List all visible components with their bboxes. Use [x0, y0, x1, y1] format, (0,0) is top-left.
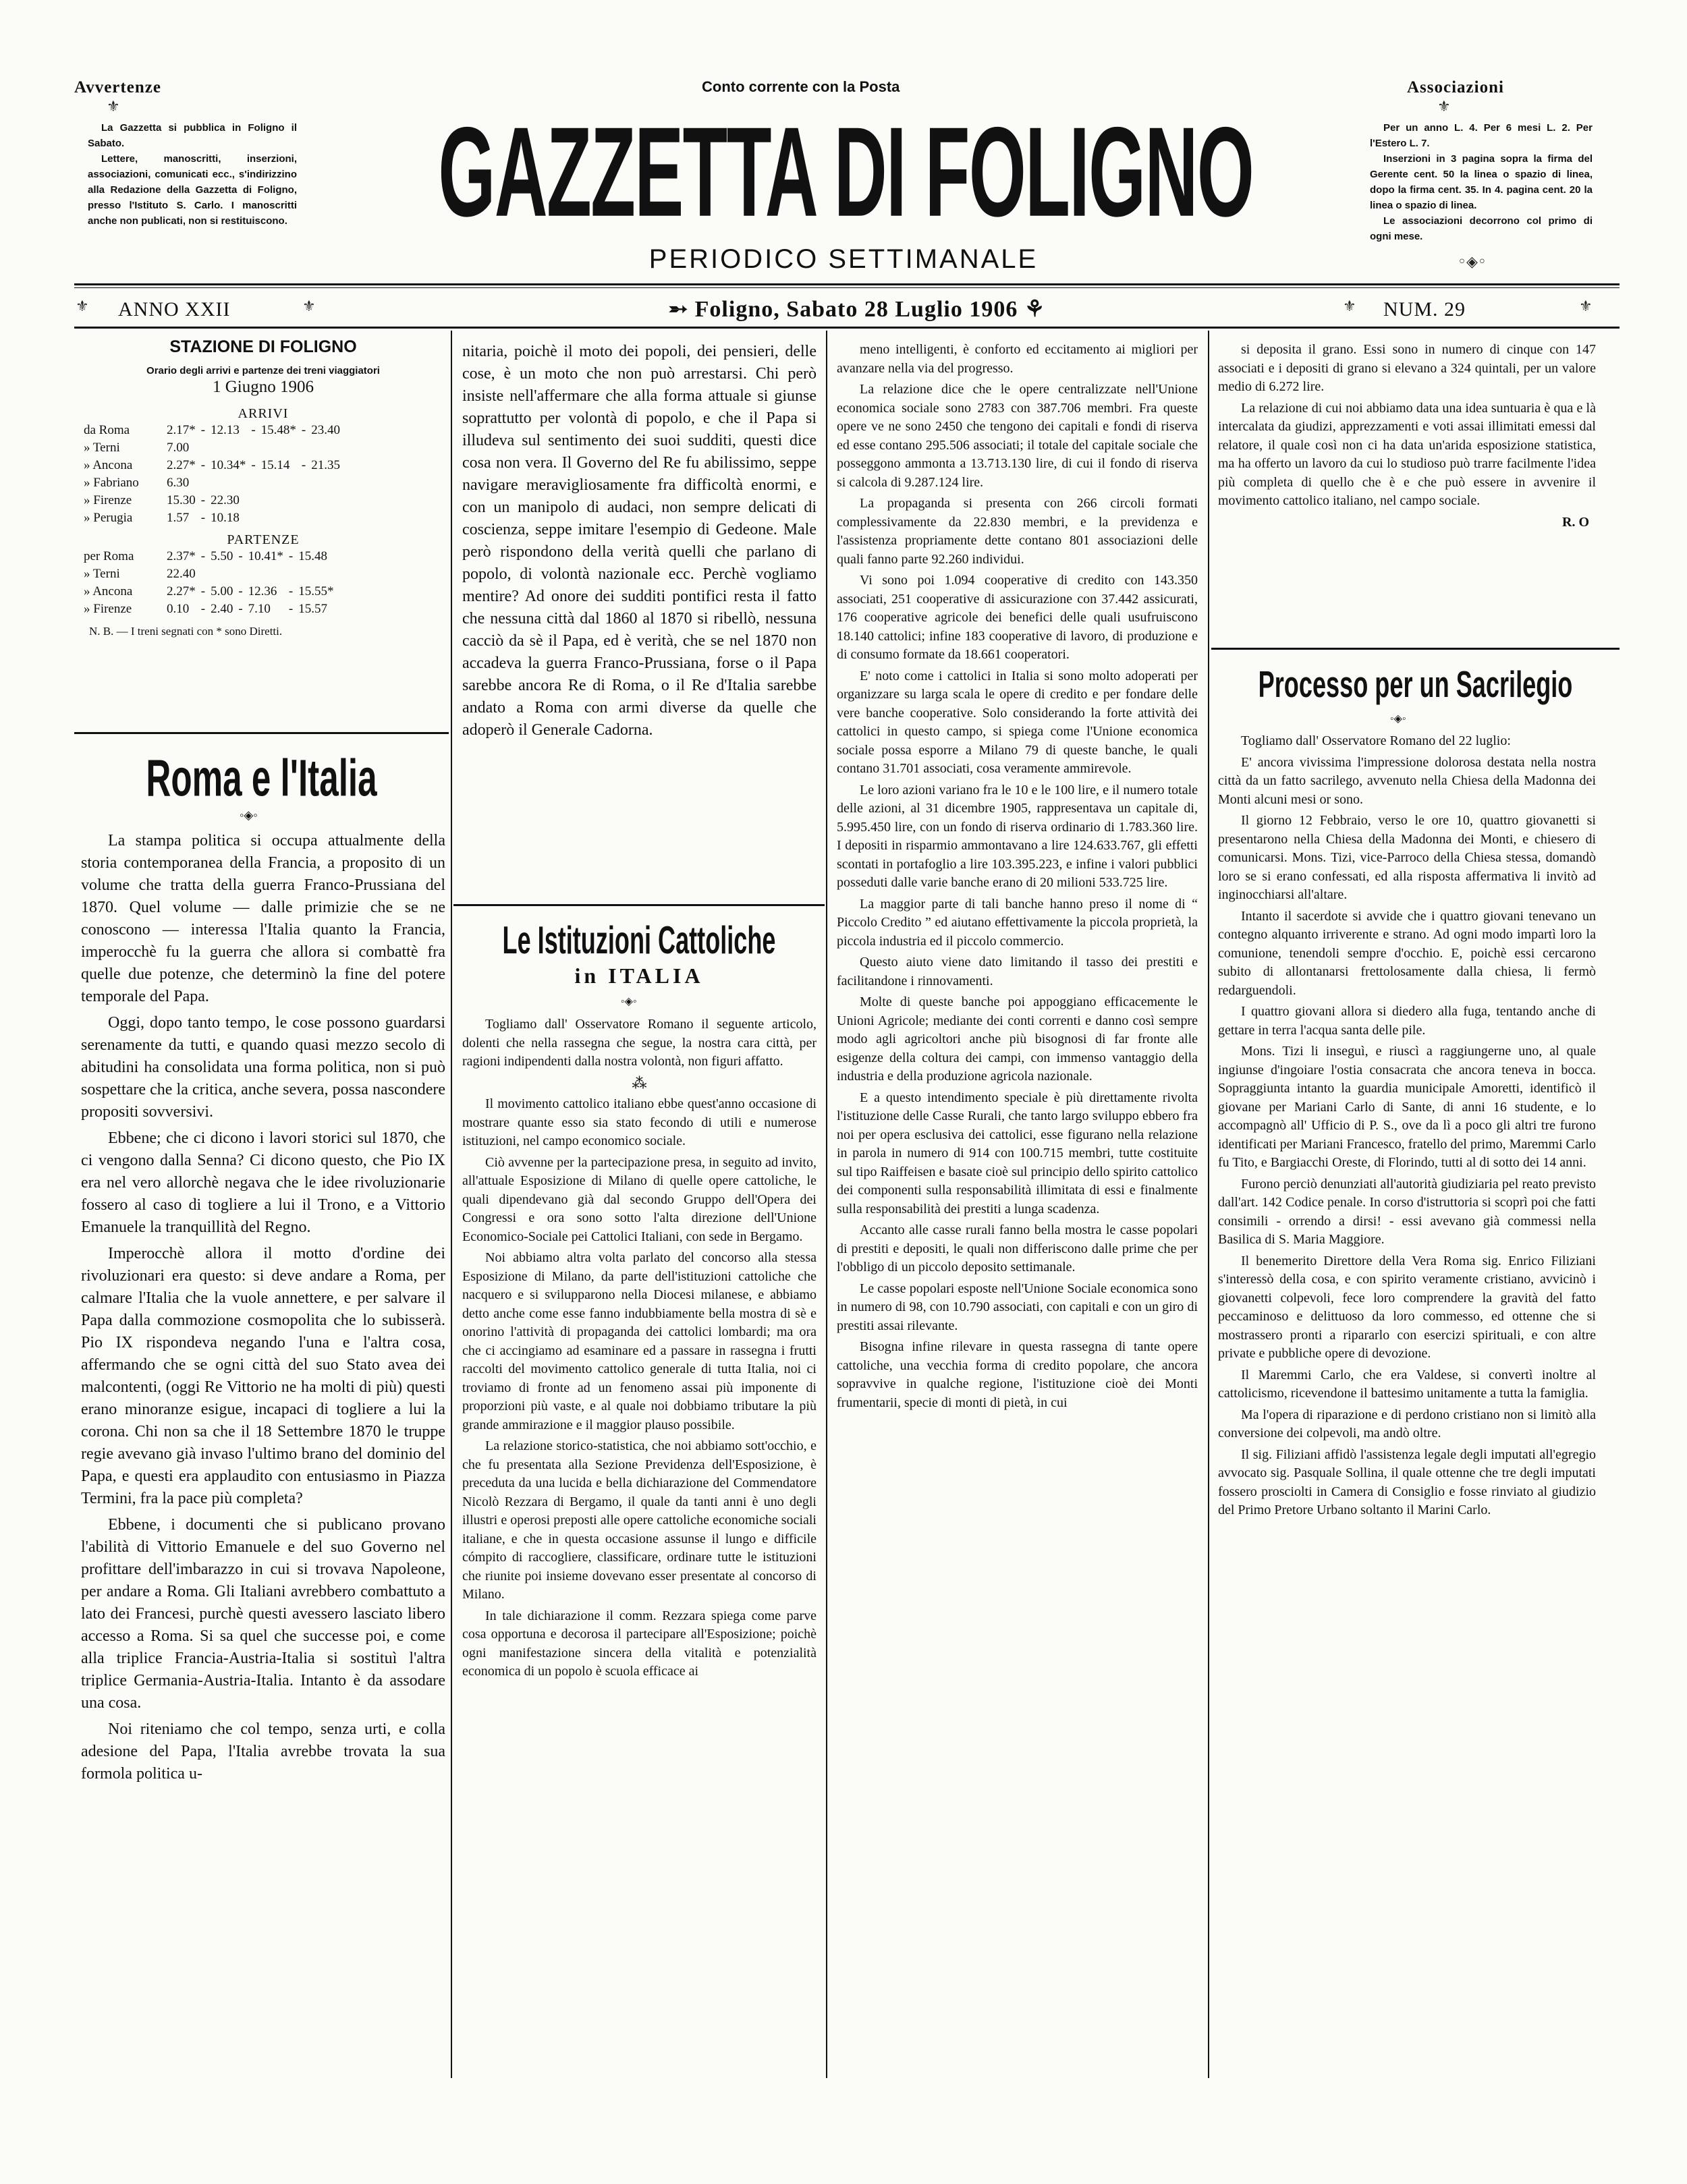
- station-cell: » Firenze: [84, 602, 132, 616]
- station-cell: » Terni: [84, 567, 120, 581]
- time-cell: -: [288, 584, 294, 598]
- notice-line: Lettere, manoscritti, inserzioni, associazioni, comunicati ecc., s'indirizzino alla Redazione della Gazzetta di Foligno, presso l'Istituto S. Carlo. I manoscritti anche non publicati, non si restituiscono.: [88, 153, 297, 227]
- paragraph: In tale dichiarazione il comm. Rezzara spiega come parve cosa opportuna e decorosa il partecipare all'Esposizione; poichè ogni manifestazione sincera della vitalità e potenzialità economica di un popolo è scuola efficace ai: [462, 1608, 817, 1679]
- paragraph: La relazione storico-statistica, che noi abbiamo sott'occhio, e che fu presentata alla Sezione Previdenza dell'Esposizione, è preceduta da una lucida e bella dichiarazione del Commendatore Nicolò Rezzara di Bergamo, il quale da tanti anni è uno degli illustri e operosi preposti alle opere cattoliche economiche sociali italiane, e che in questa occasione assunse il lungo e difficile cómpito di raccogliere, classificare, ordinare tutte le istituzioni che riunite poi insieme dovevano esser presentate al concorso di Milano.: [462, 1438, 817, 1602]
- paragraph: Ebbene; che ci dicono i lavori storici sul 1870, che ci vengono dalla Senna? Ci dicono questo, che Pio IX era nel vero allorchè negava che le idee rivoluzionarie fossero al caso di togliere a lui il Trono, e a Vittorio Emanuele la tranquillità del Regno.: [81, 1129, 445, 1236]
- headline-ornament-icon: ◦◈◦: [240, 808, 258, 822]
- paragraph: Il Maremmi Carlo, che era Valdese, si convertì inoltre al cattolicismo, ricevendone il battesimo unitamente a tutta la famiglia.: [1218, 1367, 1596, 1401]
- time-cell: 2.27*: [167, 584, 196, 598]
- paragraph: Furono perciò denunziati all'autorità giudiziaria pel reato previsto dall'art. 142 Codice penale. In corso d'istruttoria si scoprì poi che fatti consimili - orrendo a dirsi! - essi avevano già commessi nella Basilica di S. Maria Maggiore.: [1218, 1176, 1596, 1247]
- time-cell: [258, 509, 299, 527]
- associazioni-label: Associazioni: [1407, 78, 1504, 96]
- column-rule: [451, 331, 452, 2078]
- divider: [453, 904, 825, 906]
- station-cell: » Terni: [84, 441, 120, 455]
- paragraph: Ciò avvenne per la partecipazione presa, in seguito ad invito, all'attuale Esposizione di Milano di quelle opere cattoliche, le quali dipendevano già dal secondo Gruppo dell'Opera dei Congressi e ora sono sotto l'alta direzione dell'Unione Economico-Sociale pei Cattolici Italiani, con sede in Bergamo.: [462, 1154, 817, 1244]
- paragraph: Togliamo dall' Osservatore Romano del 22 luglio:: [1241, 733, 1511, 748]
- paragraph: Le loro azioni variano fra le 10 e le 100 lire, e il numero totale delle azioni, al 31 dicembre 1905, rappresentava un capitale di, 5.995.450 lire, con un fondo di riserva ordinario di 1.783.360 lire. I depositi in risparmio ammontavano a lire 124.633.767, gli effetti scontati in portafoglio a lire 103.395.223, e infine i valori pubblici posseduti dalle varie banche erano di 20 milioni 533.725 lire.: [837, 782, 1198, 890]
- signature: R. O: [1562, 514, 1589, 530]
- schedule-date: 1 Giugno 1906: [213, 378, 314, 396]
- time-cell: 10.18: [211, 511, 240, 525]
- time-cell: 15.57: [298, 602, 327, 616]
- schedule-row: [81, 548, 336, 565]
- time-cell: 2.37*: [167, 549, 196, 563]
- divider: [74, 283, 1620, 285]
- paragraph: Vi sono poi 1.094 cooperative di credito con 143.350 associati, 251 cooperative di assicurazione con 37.442 assicurati, 176 cooperative agricole dei benefici delle quali usufruiscono 18.140 cattolici; infine 183 cooperative di lavoro, di produzione e di consumo formate da 18.661 cooperatori.: [837, 573, 1198, 662]
- station-cell: da Roma: [84, 423, 130, 437]
- paragraph: Oggi, dopo tanto tempo, le cose possono guardarsi serenamente da tutti, e quando quasi mezzo secolo di abitudini ha consolidata una forma politica, non si può sospettare che la critica, anche severa, possa nascondere propositi sovversivi.: [81, 1014, 445, 1121]
- ornament-icon: ⚜: [1343, 298, 1356, 315]
- article-istituzioni-col2: [462, 1015, 817, 2081]
- article-istituzioni-col4: [1218, 341, 1596, 644]
- divider: [74, 287, 1620, 288]
- article-roma-body: [81, 830, 445, 2078]
- train-schedule: [81, 337, 445, 638]
- time-cell: -: [238, 602, 243, 616]
- time-cell: [208, 565, 236, 583]
- station-cell: » Ancona: [84, 458, 133, 472]
- time-cell: 15.30: [167, 493, 196, 507]
- time-cell: 2.27*: [167, 458, 196, 472]
- paragraph: Noi riteniamo che col tempo, senza urti, e colla adesione del Papa, l'Italia avrebbe trovata la sua formola politica u-: [81, 1720, 445, 1783]
- time-cell: [308, 492, 343, 509]
- time-cell: -: [200, 493, 206, 507]
- paragraph: Il sig. Filiziani affidò l'assistenza legale degli imputati all'egregio avvocato sig. Pasquale Sollina, il quale ottenne che tre degli imputati fossero prosciolti in Camera di Consiglio e fosse rinviato al giudizio del Primo Pretore Urbano soltanto il Marini Carlo.: [1218, 1447, 1596, 1517]
- paragraph: La propaganda si presenta con 266 circoli formati complessivamente da 22.830 membri, e la previdenza e l'assistenza propriamente dette contano 801 associazioni delle quali fanno parte 92.260 individui.: [837, 496, 1198, 567]
- paragraph: meno intelligenti, è conforto ed eccitamento ai migliori per avanzare nella via del progresso.: [837, 342, 1198, 376]
- time-cell: [299, 474, 308, 492]
- issue-number: NUM. 29: [1383, 298, 1466, 320]
- headline-ornament-icon: ◦◈◦: [1390, 713, 1406, 725]
- paragraph: si deposita il grano. Essi sono in numero di cinque con 147 associati e i depositi di grano si elevano a 324 quintali, per un valore medio di 6.272 lire.: [1218, 342, 1596, 394]
- station-cell: » Firenze: [84, 493, 132, 507]
- time-cell: 10.41*: [248, 549, 283, 563]
- time-cell: [248, 439, 258, 457]
- article-istituzioni-col3: [837, 341, 1198, 2081]
- station-cell: » Perugia: [84, 511, 133, 525]
- time-cell: -: [301, 458, 306, 472]
- notice-line: Le associazioni decorrono col primo di ogni mese.: [1370, 215, 1593, 242]
- time-cell: [296, 565, 336, 583]
- time-cell: [248, 492, 258, 509]
- time-cell: -: [288, 549, 294, 563]
- ornament-icon: ⚜: [1579, 298, 1593, 315]
- schedule-title: STAZIONE DI FOLIGNO: [169, 337, 357, 356]
- conto-corrente-label: Conto corrente con la Posta: [702, 78, 900, 95]
- ornament-icon: ⚜: [1437, 99, 1451, 115]
- article-processo-body: [1218, 732, 1596, 2081]
- time-cell: [258, 439, 299, 457]
- schedule-row: [81, 422, 343, 439]
- dateline-row: [547, 296, 1167, 323]
- paragraph: La relazione di cui noi abbiamo data una idea suntuaria è qua e là intercalata da giudizi, apprezzamenti e voti assai illimitati emessi dal relatore, il quale così non ci ha data un'arida esposizione statistica, ma ha offerto un lavoro da cui lo studioso può trarre facilmente l'idea più completa di quello che è e che può essere in avvenire il movimento cattolico italiano, nel campo sociale.: [1218, 400, 1596, 508]
- arrow-right-icon: ➵: [668, 297, 695, 322]
- dateline: Foligno, Sabato 28 Luglio 1906: [694, 297, 1018, 322]
- time-cell: [248, 509, 258, 527]
- time-cell: [308, 439, 343, 457]
- departures-table: [81, 548, 336, 618]
- masthead-title-box: [324, 101, 1363, 243]
- time-cell: 23.40: [311, 423, 340, 437]
- ornament-icon: ⚜: [76, 298, 89, 315]
- time-cell: 15.55*: [298, 584, 334, 598]
- time-cell: 5.50: [211, 549, 233, 563]
- time-cell: [299, 509, 308, 527]
- notice-line: Per un anno L. 4. Per 6 mesi L. 2. Per l'Estero L. 7.: [1370, 122, 1593, 149]
- headline-roma: Roma e l'Italia: [146, 748, 377, 808]
- paragraph: Molte di queste banche poi appoggiano efficacemente le Unioni Agricole; mediante dei conti correnti e danno così sempre modo agli agricoltori anche più bisognosi di far fronte alle esigenze della coltura dei campi, con immenso vantaggio della industria e della produzione agricola nazionale.: [837, 995, 1198, 1084]
- ornament-icon: ◦◈◦: [1458, 254, 1487, 271]
- column-rule: [826, 331, 827, 2078]
- masthead-title: GAZZETTA DI FOLIGNO: [438, 101, 1254, 243]
- schedule-row: [81, 492, 343, 509]
- time-cell: [248, 474, 258, 492]
- ornament-icon: ⚜: [107, 99, 120, 115]
- time-cell: [198, 439, 208, 457]
- time-cell: -: [200, 584, 206, 598]
- station-cell: » Ancona: [84, 584, 133, 598]
- time-cell: -: [301, 423, 306, 437]
- time-cell: [198, 565, 208, 583]
- paragraph: Il movimento cattolico italiano ebbe quest'anno occasione di mostrare quante esso sia stato fecondo di utili e numerose istituzioni, nel campo economico sociale.: [462, 1096, 817, 1148]
- time-cell: -: [200, 423, 206, 437]
- intro-paragraph: Togliamo dall' Osservatore Romano il seguente articolo, dolenti che nella rassegna che segue, la nostra cara città, per ragioni indipendenti dalla nostra volontà, non figuri affatto.: [462, 1017, 817, 1069]
- schedule-row: [81, 509, 343, 527]
- time-cell: -: [200, 458, 206, 472]
- headline-processo: Processo per un Sacrilegio: [1258, 663, 1573, 705]
- subheadline-istituzioni: in ITALIA: [574, 963, 704, 988]
- paragraph: Ma l'opera di riparazione e di perdono cristiano non si limitò alla conversione dei colpevoli, ma andò oltre.: [1218, 1407, 1596, 1440]
- arrivals-table: [81, 422, 343, 527]
- masthead-subtitle: PERIODICO SETTIMANALE: [648, 244, 1039, 274]
- time-cell: 0.10: [167, 602, 190, 616]
- time-cell: -: [200, 511, 206, 525]
- time-cell: 7.00: [167, 441, 190, 455]
- year-label: ANNO XXII: [118, 298, 231, 320]
- paragraph: Noi abbiamo altra volta parlato del concorso alla stessa Esposizione di Milano, da parte dell'istituzioni cattoliche che nacquero e si svilupparono nella Diocesi milanese, e abbiamo detto anche come esse fanno indubbiamente bella mostra di sè e onorino l'attività di propaganda dei cattolici lombardi; ma ora che ci accingiamo ad esaminare ed a passare in rassegna i frutti raccolti del movimento cattolico generale di tutta Italia, noi ci troviamo di fronte ad un fenomeno assai più imponente di proporzioni più vaste, e al quale noi dobbiamo tributare la più grande ammirazione e il maggior plauso possibile.: [462, 1250, 817, 1432]
- time-cell: [246, 565, 286, 583]
- ornament-icon: ⚜: [302, 298, 316, 315]
- time-cell: 15.48: [298, 549, 327, 563]
- time-cell: 2.40: [211, 602, 233, 616]
- time-cell: 7.10: [248, 602, 271, 616]
- time-cell: [198, 474, 208, 492]
- schedule-row: [81, 583, 336, 600]
- time-cell: 12.36: [248, 584, 277, 598]
- time-cell: -: [251, 458, 256, 472]
- processo-headline-box: [1211, 658, 1620, 712]
- paragraph: Questo aiuto viene dato limitando il tasso dei prestiti e facilitandone i rinnovamenti.: [837, 955, 1198, 988]
- time-cell: -: [238, 549, 243, 563]
- schedule-subtitle: Orario degli arrivi e partenze dei treni viaggiatori: [146, 365, 380, 376]
- time-cell: -: [288, 602, 294, 616]
- paragraph: Le casse popolari esposte nell'Unione Sociale economica sono in numero di 98, con 10.790 associati, con capitali e con un giro di prestiti assai rilevante.: [837, 1281, 1198, 1333]
- time-cell: 2.17*: [167, 423, 196, 437]
- paragraph: E' ancora vivissima l'impressione dolorosa destata nella nostra città da un fatto sacrilego, avvenuto nella Chiesa della Madonna dei Monti alcuni mesi or sono.: [1218, 754, 1596, 807]
- time-cell: -: [238, 584, 243, 598]
- time-cell: [299, 492, 308, 509]
- paragraph: Bisogna infine rilevare in questa rassegna di tante opere cattoliche, una vecchia forma di credito popolare, che ancora sopravvive in qualche regione, l'istituzione cioè dei Monti frumentarii, specie di monti di pietà, in cui: [837, 1339, 1198, 1410]
- time-cell: [208, 439, 248, 457]
- arrivals-label: ARRIVI: [238, 406, 289, 421]
- divider: [74, 327, 1620, 329]
- paragraph: E' noto come i cattolici in Italia si sono molto adoperati per organizzare su larga scala le opere di credito e per fondare delle vere banche cooperative. Solo considerando la forte attività dei cattolici in questo campo, si spiega come l'Unione economica sociale possa esporre a Milano 79 di queste banche, le quali contano 31.701 associati, cosa veramente ammirevole.: [837, 668, 1198, 776]
- avvertenze-notice: [88, 120, 297, 229]
- time-cell: 22.40: [167, 567, 196, 581]
- paragraph: Il giorno 12 Febbraio, verso le ore 10, quattro giovanetti si presentarono nella Chiesa della Madonna dei Monti, e chiesero di comunicarsi. Mons. Tizi, vice-Parroco della Chiesa stessa, domandò loro se si erano confessati, ed alla risposta affermativa li invitò ad inginocchiarsi all'altare.: [1218, 813, 1596, 902]
- time-cell: 15.48*: [260, 423, 296, 437]
- associazioni-notice: [1370, 120, 1593, 244]
- time-cell: -: [200, 549, 206, 563]
- arrow-left-icon: ⚘: [1018, 297, 1046, 322]
- divider: [74, 732, 449, 734]
- divider: [1211, 648, 1620, 650]
- roma-headline-box: [74, 741, 449, 815]
- time-cell: 5.00: [211, 584, 233, 598]
- headline-istituzioni: Le Istituzioni Cattoliche: [502, 919, 776, 963]
- time-cell: -: [251, 423, 256, 437]
- paragraph: nitaria, poichè il moto dei popoli, dei pensieri, delle cose, è un moto che non può arrestarsi. Chi però insiste nell'affermare che alla forma attuale si giunse soprattutto per volontà di popolo, e che il Papa si illudeva sul sentimento dei suoi sudditi, questi dice cosa non vera. Il Governo del Re fu abilissimo, seppe navigare meravigliosamente fra difficoltà enormi, e con un manipolo di audaci, non sempre delicati di coscienza, seppe imitare l'esempio di Gedeone. Male però rispondono della verità quelli che parlano di popolo, di volontà nazionale ecc. Perchè vogliamo mentire? Ad onore dei sudditi pontifici resta il fatto che nessuna città dal 1860 al 1870 si ribellò, nessuna cacciò da sè il Papa, ed è verità, che se nel 1870 non accadeva la guerra Franco-Prussiana, forse o il Papa sarebbe ancora Re di Roma, o il Re d'Italia sarebbe andato a Roma con armi diverse da quelle che adoperò il Generale Cadorna.: [462, 343, 817, 739]
- time-cell: [208, 474, 248, 492]
- paragraph: La relazione dice che le opere centralizzate nell'Unione economica sociale sono 2783 con 387.706 membri. Fra queste opere ve ne sono 2450 che tengono dei capitali e fondi di riserva ed esse contano 295.506 associati; il totale del capitale sociale che posseggono ammonta a 13.713.130 lire, di cui il fondo di riserva si calcola di 9.287.124 lire.: [837, 382, 1198, 490]
- headline-ornament-icon: ◦◈◦: [621, 996, 637, 1007]
- paragraph: Ebbene, i documenti che si publicano provano l'abilità di Vittorio Emanuele e del suo Governo nel profittare dell'imbarazzo in cui si trovava Napoleone, per andare a Roma. Gli Italiani avrebbero combattuto a lato dei Francesi, purchè questi avessero lasciato libero accesso a Roma. Si sa quel che successe poi, e come alla triplice Francia-Austria-Italia si sostituì l'altra triplice Germania-Austria-Italia. Intanto è da assodare una cosa.: [81, 1516, 445, 1712]
- station-cell: per Roma: [84, 549, 134, 563]
- schedule-row: [81, 474, 343, 492]
- paragraph: I quattro giovani allora si diedero alla fuga, tentando anche di gettare in terra l'acqua santa delle pile.: [1218, 1004, 1596, 1038]
- time-cell: [299, 439, 308, 457]
- time-cell: 21.35: [311, 458, 340, 472]
- station-cell: » Fabriano: [84, 476, 139, 490]
- time-cell: -: [200, 602, 206, 616]
- time-cell: [258, 474, 299, 492]
- time-cell: 6.30: [167, 476, 190, 490]
- paragraph: E a questo intendimento speciale è più direttamente rivolta l'istituzione delle Casse Rurali, che tanto largo sviluppo ebbero fra noi per opera esclusiva dei cattolici, esse figurano nella relazione in parola in numero di 914 con 100.715 membri, tutte costituite sul tipo Raiffeisen e basate cioè sul principio dello spirito cattolico dei componenti sulla responsabilità illimitata di essi e finalmente sulla responsabilità dei prestiti a lunga scadenza.: [837, 1090, 1198, 1216]
- avvertenze-label: Avvertenze: [74, 78, 161, 96]
- paragraph: La maggior parte di tali banche hanno preso il nome di “ Piccolo Credito ” ed aiutano effettivamente la piccola proprietà, la piccola industria ed il piccolo commercio.: [837, 896, 1198, 949]
- time-cell: [286, 565, 296, 583]
- time-cell: [258, 492, 299, 509]
- paragraph: Imperocchè allora il motto d'ordine dei rivoluzionari era questo: si deve andare a Roma, per calmare l'Italia che la vuole annettere, e per salvare il Papa dalla commozione cosmopolita che lo subisserà. Pio IX rispondeva negando l'una e l'altra cosa, affermando che se ogni città del suo Stato avea dei malcontenti, (oggi Re Vittorio ne ha molti di più) questi erano minoranze esigue, incapaci di togliere a lui la corona. Chi non sa che il 18 Settembre 1870 le truppe regie avevano già invaso l'ultimo brano del dominio del Papa, e questi era applaudito con entusiasmo in Piazza Termini, fra la pace più completa?: [81, 1245, 445, 1507]
- time-cell: 15.14: [260, 458, 290, 472]
- paragraph: Mons. Tizi li inseguì, e riuscì a raggiungerne uno, al quale ingiunse d'ingoiare l'ostia consacrata che ancora teneva in bocca. Sopraggiunta intanto la guardia municipale Amoretti, identificò il giovane per Mariani Carlo di Sante, di anni 16 studente, e lo accompagnò all' Ufficio di P. S., ove da lì a poco gli altri tre furono identificati per Mariani Francesco, fratello del primo, Maremmi Carlo fu Tito, e Bargiacchi Oreste, di Florindo, tutti al di sotto dei 14 anni.: [1218, 1044, 1596, 1170]
- time-cell: 1.57: [167, 511, 190, 525]
- time-cell: 12.13: [211, 423, 240, 437]
- asterism-icon: ⁂: [632, 1074, 647, 1092]
- schedule-row: [81, 457, 343, 474]
- schedule-row: [81, 565, 336, 583]
- article-roma-continuation: [462, 341, 817, 901]
- paragraph: Il benemerito Direttore della Vera Roma sig. Enrico Filiziani s'interessò della cosa, e con spirito veramente cristiano, avvicinò i giovanetti colpevoli, fece loro comprendere la gravità del fatto peccaminoso e delittuoso da loro commesso, ed ottenne che si mostrassero pronti a ripararlo con esercizi spirituali, e con altre private e pubbliche opere di devozione.: [1218, 1253, 1596, 1361]
- time-cell: [236, 565, 245, 583]
- schedule-note: N. B. — I treni segnati con * sono Diretti.: [89, 625, 283, 638]
- schedule-row: [81, 600, 336, 618]
- paragraph: Intanto il sacerdote si avvide che i quattro giovani tenevano un contegno alquanto irriverente e strano. Ad ogni modo impartì loro la comunione, tenendoli sempre d'occhio. E, poichè essi cercarono subito di allontanarsi frettolosamente dalla chiesa, li fermò redarguendoli.: [1218, 908, 1596, 998]
- time-cell: [308, 474, 343, 492]
- time-cell: 22.30: [211, 493, 240, 507]
- departures-label: PARTENZE: [227, 532, 300, 547]
- paragraph: La stampa politica si occupa attualmente della storia contemporanea della Francia, a proposito di un volume che tratta della guerra Franco-Prussiana del 1870. Quel volume — dalle primizie che se ne conoscono — interessa l'Italia quanto la Francia, imperocchè fu la guerra che allora si combattè fra quelle due potenze, che determinò la fine del potere temporale del Papa.: [81, 832, 445, 1005]
- notice-line: La Gazzetta si pubblica in Foligno il Sabato.: [88, 122, 297, 149]
- notice-line: Inserzioni in 3 pagina sopra la firma del Gerente cent. 50 la linea o spazio di linea, dopo la firma cent. 35. In 4. pagina cent. 20 la linea o spazio di linea.: [1370, 153, 1593, 211]
- time-cell: 10.34*: [211, 458, 246, 472]
- paragraph: Accanto alle casse rurali fanno bella mostra le casse popolari di prestiti e depositi, le quali non differiscono dalle prime che per l'obbligo di un piccolo deposito settimanale.: [837, 1223, 1198, 1275]
- schedule-row: [81, 439, 343, 457]
- column-rule: [1208, 331, 1209, 2078]
- time-cell: [308, 509, 343, 527]
